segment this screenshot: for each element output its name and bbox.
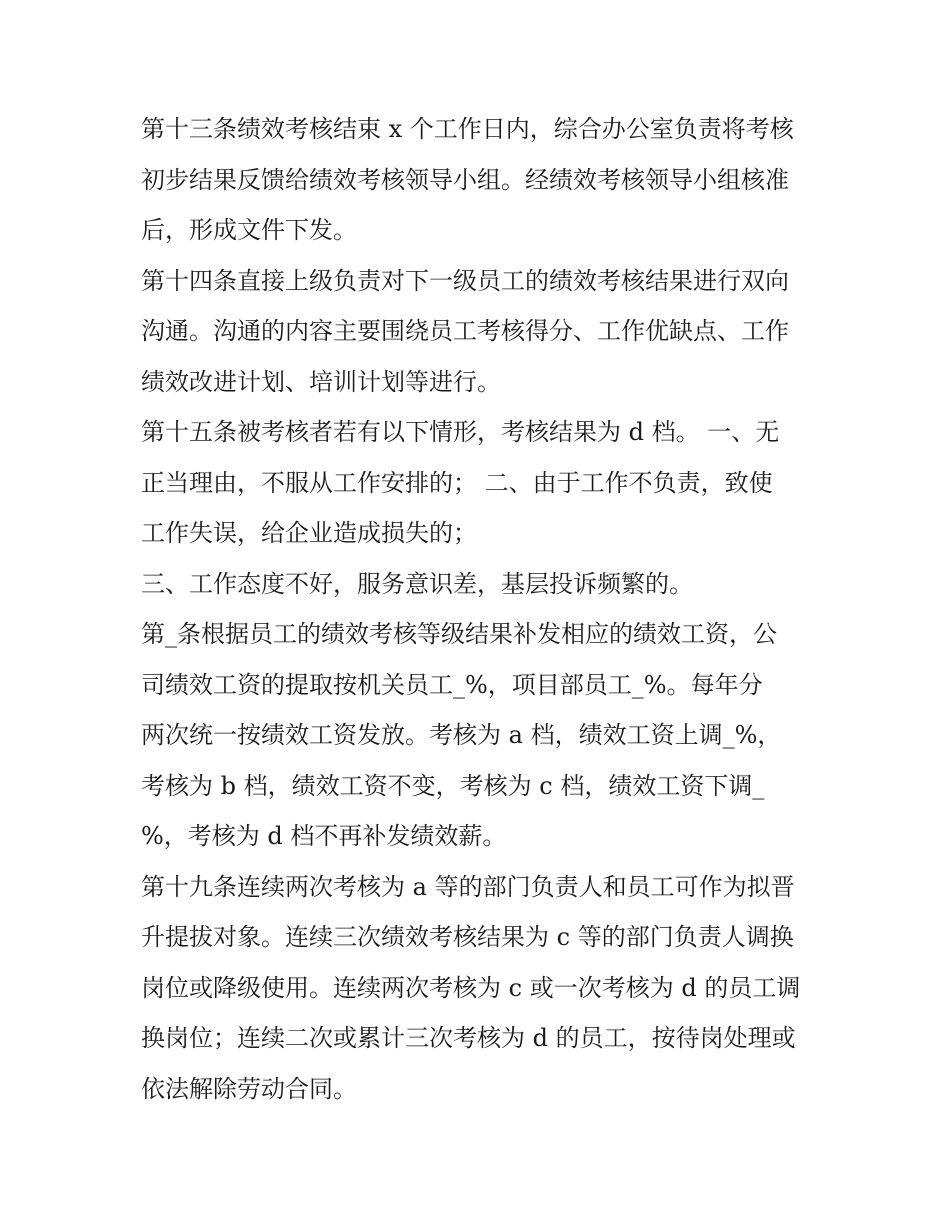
text-line: 三、工作态度不好，服务意识差，基层投诉频繁的。 — [141, 569, 693, 598]
text-line: 依法解除劳动合同。 — [141, 1074, 357, 1103]
text-line: 考核为 b 档，绩效工资不变，考核为 c 档，绩效工资下调_ — [141, 771, 765, 800]
text-line: 绩效改进计划、培训计划等进行。 — [141, 367, 501, 396]
paragraph-article-19 — [141, 862, 813, 1115]
paragraph-item-3 — [141, 559, 813, 610]
text-line: 后，形成文件下发。 — [141, 216, 357, 244]
text-line: 第十三条绩效考核结束 x 个工作日内，综合办公室负责将考核 — [141, 115, 794, 143]
paragraph-article-bonus — [141, 609, 813, 862]
paragraph-article-13 — [141, 104, 813, 256]
text-line: 第十五条被考核者若有以下情形，考核结果为 d 档。 一、无 — [141, 418, 780, 446]
text-line: 两次统一按绩效工资发放。考核为 a 档，绩效工资上调_%， — [141, 721, 782, 749]
document-body — [141, 104, 813, 1114]
text-line: 第_条根据员工的绩效考核等级结果补发相应的绩效工资，公 — [141, 620, 777, 648]
text-line: 第十九条连续两次考核为 a 等的部门负责人和员工可作为拟晋 — [141, 872, 795, 901]
text-line: 正当理由，不服从工作安排的； 二、由于工作不负责，致使 — [141, 468, 773, 497]
text-line: 岗位或降级使用。连续两次考核为 c 或一次考核为 d 的员工调 — [141, 973, 801, 1002]
text-line: 换岗位；连续二次或累计三次考核为 d 的员工，按待岗处理或 — [141, 1024, 796, 1052]
text-line: 司绩效工资的提取按机关员工_%，项目部员工_%。每年分 — [141, 670, 763, 699]
text-line: 工作失误，给企业造成损失的； — [141, 519, 477, 547]
paragraph-article-14 — [141, 256, 813, 408]
text-line: 升提拔对象。连续三次绩效考核结果为 c 等的部门负责人调换 — [141, 923, 794, 951]
paragraph-article-15 — [141, 407, 813, 559]
text-line: 第十四条直接上级负责对下一级员工的绩效考核结果进行双向 — [141, 266, 789, 295]
text-line: 沟通。沟通的内容主要围绕员工考核得分、工作优缺点、工作 — [141, 317, 789, 345]
text-line: %，考核为 d 档不再补发绩效薪。 — [141, 822, 507, 850]
text-line: 初步结果反馈给绩效考核领导小组。经绩效考核领导小组核准 — [141, 165, 789, 194]
